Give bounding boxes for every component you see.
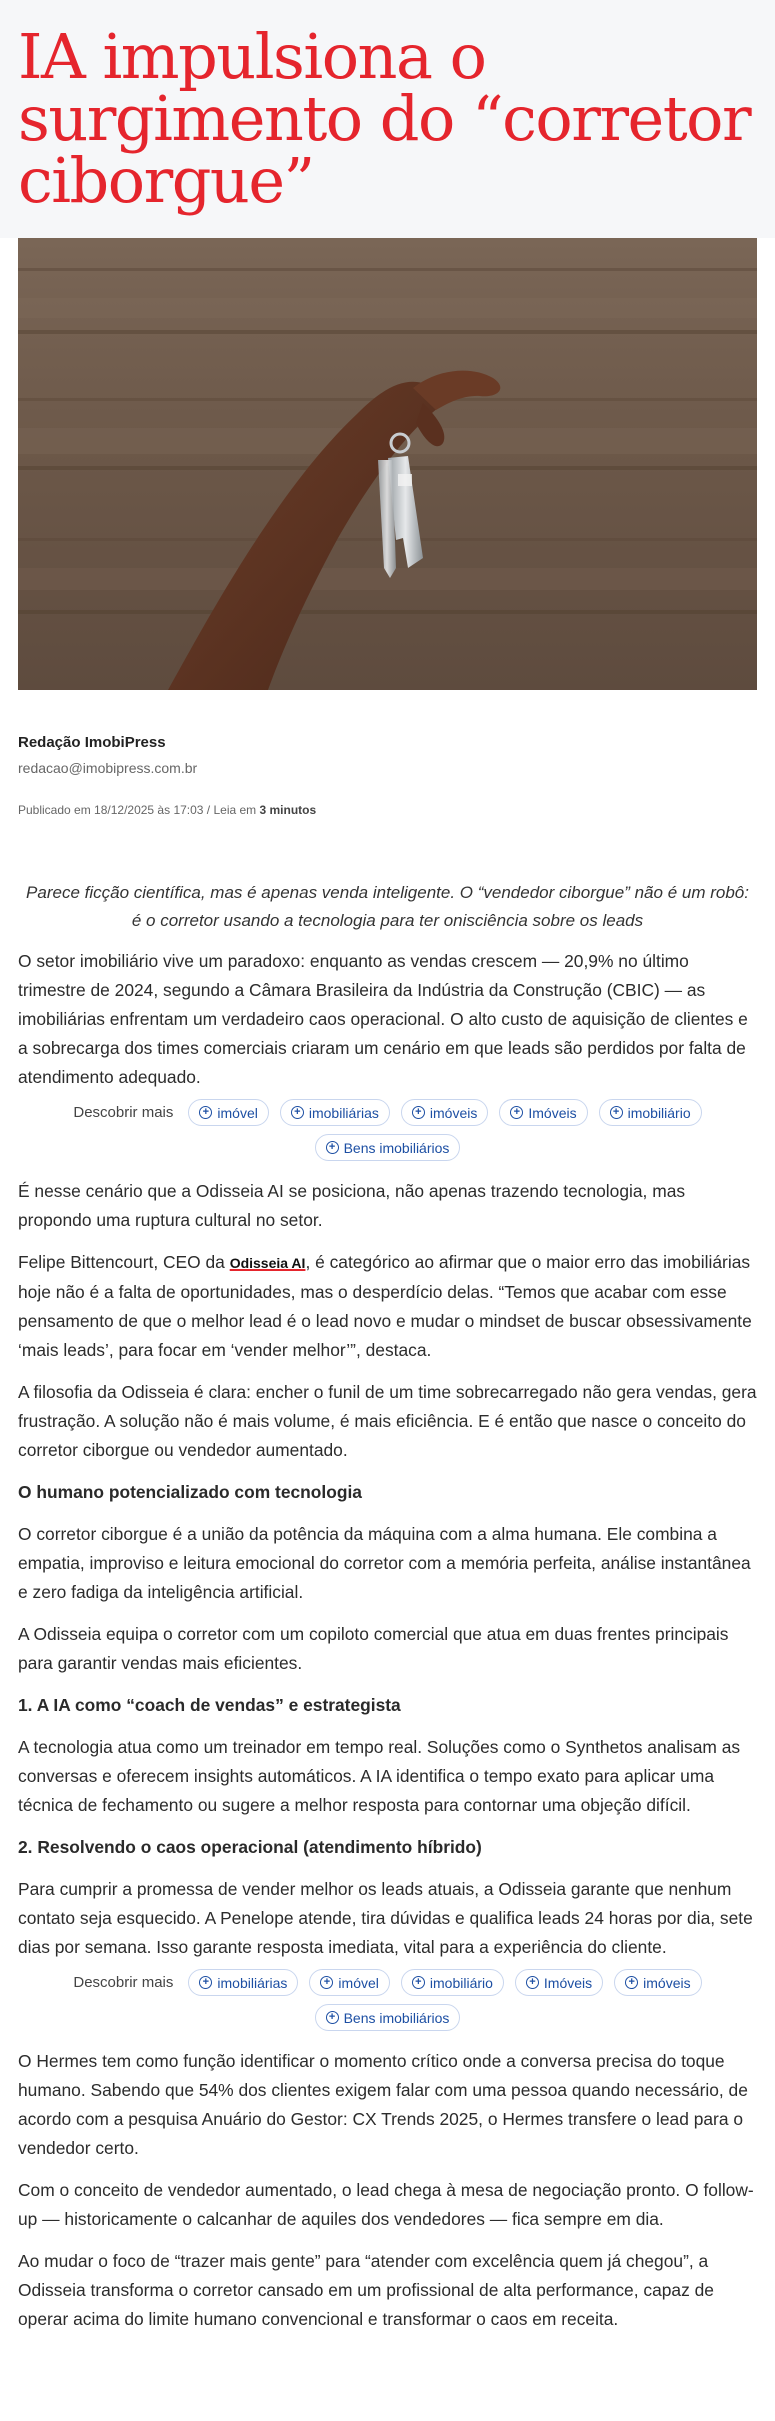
plus-circle-icon: + (412, 1106, 425, 1119)
discover-chip[interactable]: + Bens imobiliários (315, 2004, 461, 2031)
paragraph-10: Com o conceito de vendedor aumentado, o lead chega à mesa de negociação pronto. O follow-up — historicamente o calcanhar de aquiles dos vendedores — fica sempre em dia. (18, 2180, 754, 2229)
discover-chip[interactable]: + imóveis (614, 1969, 701, 1996)
paragraph-2: É nesse cenário que a Odisseia AI se posiciona, não apenas trazendo tecnologia, mas propondo uma ruptura cultural no setor. (18, 1181, 686, 1230)
hero-image (18, 238, 757, 690)
article-lead: Parece ficção científica, mas é apenas venda inteligente. O “vendedor ciborgue” não é um robô: é o corretor usando a tecnologia para ter onisciência sobre os leads (26, 883, 749, 930)
paragraph-1: O setor imobiliário vive um paradoxo: enquanto as vendas crescem — 20,9% no último trimestre de 2024, segundo a Câmara Brasileira da Indústria da Construção (CBIC) — as imobiliárias enfrentam um verdadeiro caos operacional. O alto custo de aquisição de clientes e a sobrecarga dos times comerciais criaram um cenário em que leads são perdidos por falta de atendimento adequado. (18, 951, 748, 1087)
author-email[interactable]: redacao@imobipress.com.br (18, 760, 198, 776)
discover-more-label: Descobrir mais (73, 1104, 174, 1121)
subheading-3: 2. Resolvendo o caos operacional (atendimento híbrido) (18, 1837, 482, 1857)
plus-circle-icon: + (326, 1141, 339, 1154)
plus-circle-icon: + (199, 1976, 212, 1989)
paragraph-4: A filosofia da Odisseia é clara: encher o funil de um time sobrecarregado não gera vendas, gera frustração. A solução não é mais volume, é mais eficiência. E é então que nasce o conceito do corretor ciborgue ou vendedor aumentado. (18, 1382, 757, 1460)
discover-chip[interactable]: + Bens imobiliários (315, 1134, 461, 1161)
plus-circle-icon: + (199, 1106, 212, 1119)
published-info (18, 803, 757, 817)
paragraph-7: A tecnologia atua como um treinador em tempo real. Soluções como o Synthetos analisam as conversas e oferecem insights automáticos. A IA identifica o tempo exato para aplicar uma técnica de fechamento ou sugere a melhor resposta para contornar uma objeção difícil. (18, 1737, 741, 1815)
plus-circle-icon: + (412, 1976, 425, 1989)
discover-chip[interactable]: + imobiliárias (280, 1099, 390, 1126)
read-time: 3 minutos (259, 803, 317, 817)
paragraph-11: Ao mudar o foco de “trazer mais gente” para “atender com excelência quem já chegou”, a Odisseia transforma o corretor cansado em um profissional de alta performance, capaz de operar acima do limite humano convencional e transformar o caos em receita. (18, 2251, 714, 2329)
discover-chip[interactable]: + imóvel (188, 1099, 268, 1126)
published-date: Publicado em 18/12/2025 às 17:03 / Leia em (18, 803, 260, 817)
odisseia-ai-link[interactable]: Odisseia AI (229, 1255, 306, 1271)
subheading-1: O humano potencializado com tecnologia (18, 1482, 362, 1502)
paragraph-6: A Odisseia equipa o corretor com um copiloto comercial que atua em duas frentes principais para garantir vendas mais eficientes. (18, 1624, 729, 1673)
paragraph-3: Felipe Bittencourt, CEO da Odisseia AI, é categórico ao afirmar que o maior erro das imobiliárias hoje não é a falta de oportunidades, mas o desperdício delas. “Temos que acabar com esse pensamento de que o melhor lead é o lead novo e mudar o mindset de buscar obsessivamente ‘mais leads’, para focar em ‘vender melhor’”, destaca. (18, 1252, 752, 1360)
hand-holding-keys-photo-icon (18, 238, 757, 690)
discover-more-1 (18, 1099, 757, 1161)
plus-circle-icon: + (610, 1106, 623, 1119)
discover-chip[interactable]: + imobiliárias (188, 1969, 298, 1996)
plus-circle-icon: + (320, 1976, 333, 1989)
discover-chip[interactable]: + Imóveis (515, 1969, 603, 1996)
article-body (0, 879, 775, 2334)
plus-circle-icon: + (291, 1106, 304, 1119)
author-name[interactable]: Redação ImobiPress (18, 734, 166, 751)
discover-more-label: Descobrir mais (73, 1974, 174, 1991)
article-headline: IA impulsiona o surgimento do “corretor ciborgue” (18, 20, 751, 217)
plus-circle-icon: + (526, 1976, 539, 1989)
discover-chip[interactable]: + Imóveis (499, 1099, 587, 1126)
paragraph-5: O corretor ciborgue é a união da potência da máquina com a alma humana. Ele combina a empatia, improviso e leitura emocional do corretor com a memória perfeita, análise instantânea e zero fadiga da inteligência artificial. (18, 1524, 751, 1602)
author-block (0, 734, 775, 817)
plus-circle-icon: + (326, 2011, 339, 2024)
discover-chip[interactable]: + imóvel (309, 1969, 389, 1996)
discover-more-2 (18, 1969, 757, 2031)
plus-circle-icon: + (510, 1106, 523, 1119)
paragraph-8: Para cumprir a promessa de vender melhor os leads atuais, a Odisseia garante que nenhum contato seja esquecido. A Penelope atende, tira dúvidas e qualifica leads 24 horas por dia, sete dias por semana. Isso garante resposta imediata, vital para a experiência do cliente. (18, 1879, 753, 1957)
discover-chip[interactable]: + imóveis (401, 1099, 488, 1126)
subheading-2: 1. A IA como “coach de vendas” e estrategista (18, 1695, 401, 1715)
paragraph-9: O Hermes tem como função identificar o momento crítico onde a conversa precisa do toque humano. Sabendo que 54% dos clientes exigem falar com uma pessoa quando necessário, de acordo com a pesquisa Anuário do Gestor: CX Trends 2025, o Hermes transfere o lead para o vendedor certo. (18, 2051, 748, 2158)
plus-circle-icon: + (625, 1976, 638, 1989)
discover-chip[interactable]: + imobiliário (599, 1099, 702, 1126)
discover-chip[interactable]: + imobiliário (401, 1969, 504, 1996)
headline-area (0, 0, 775, 238)
